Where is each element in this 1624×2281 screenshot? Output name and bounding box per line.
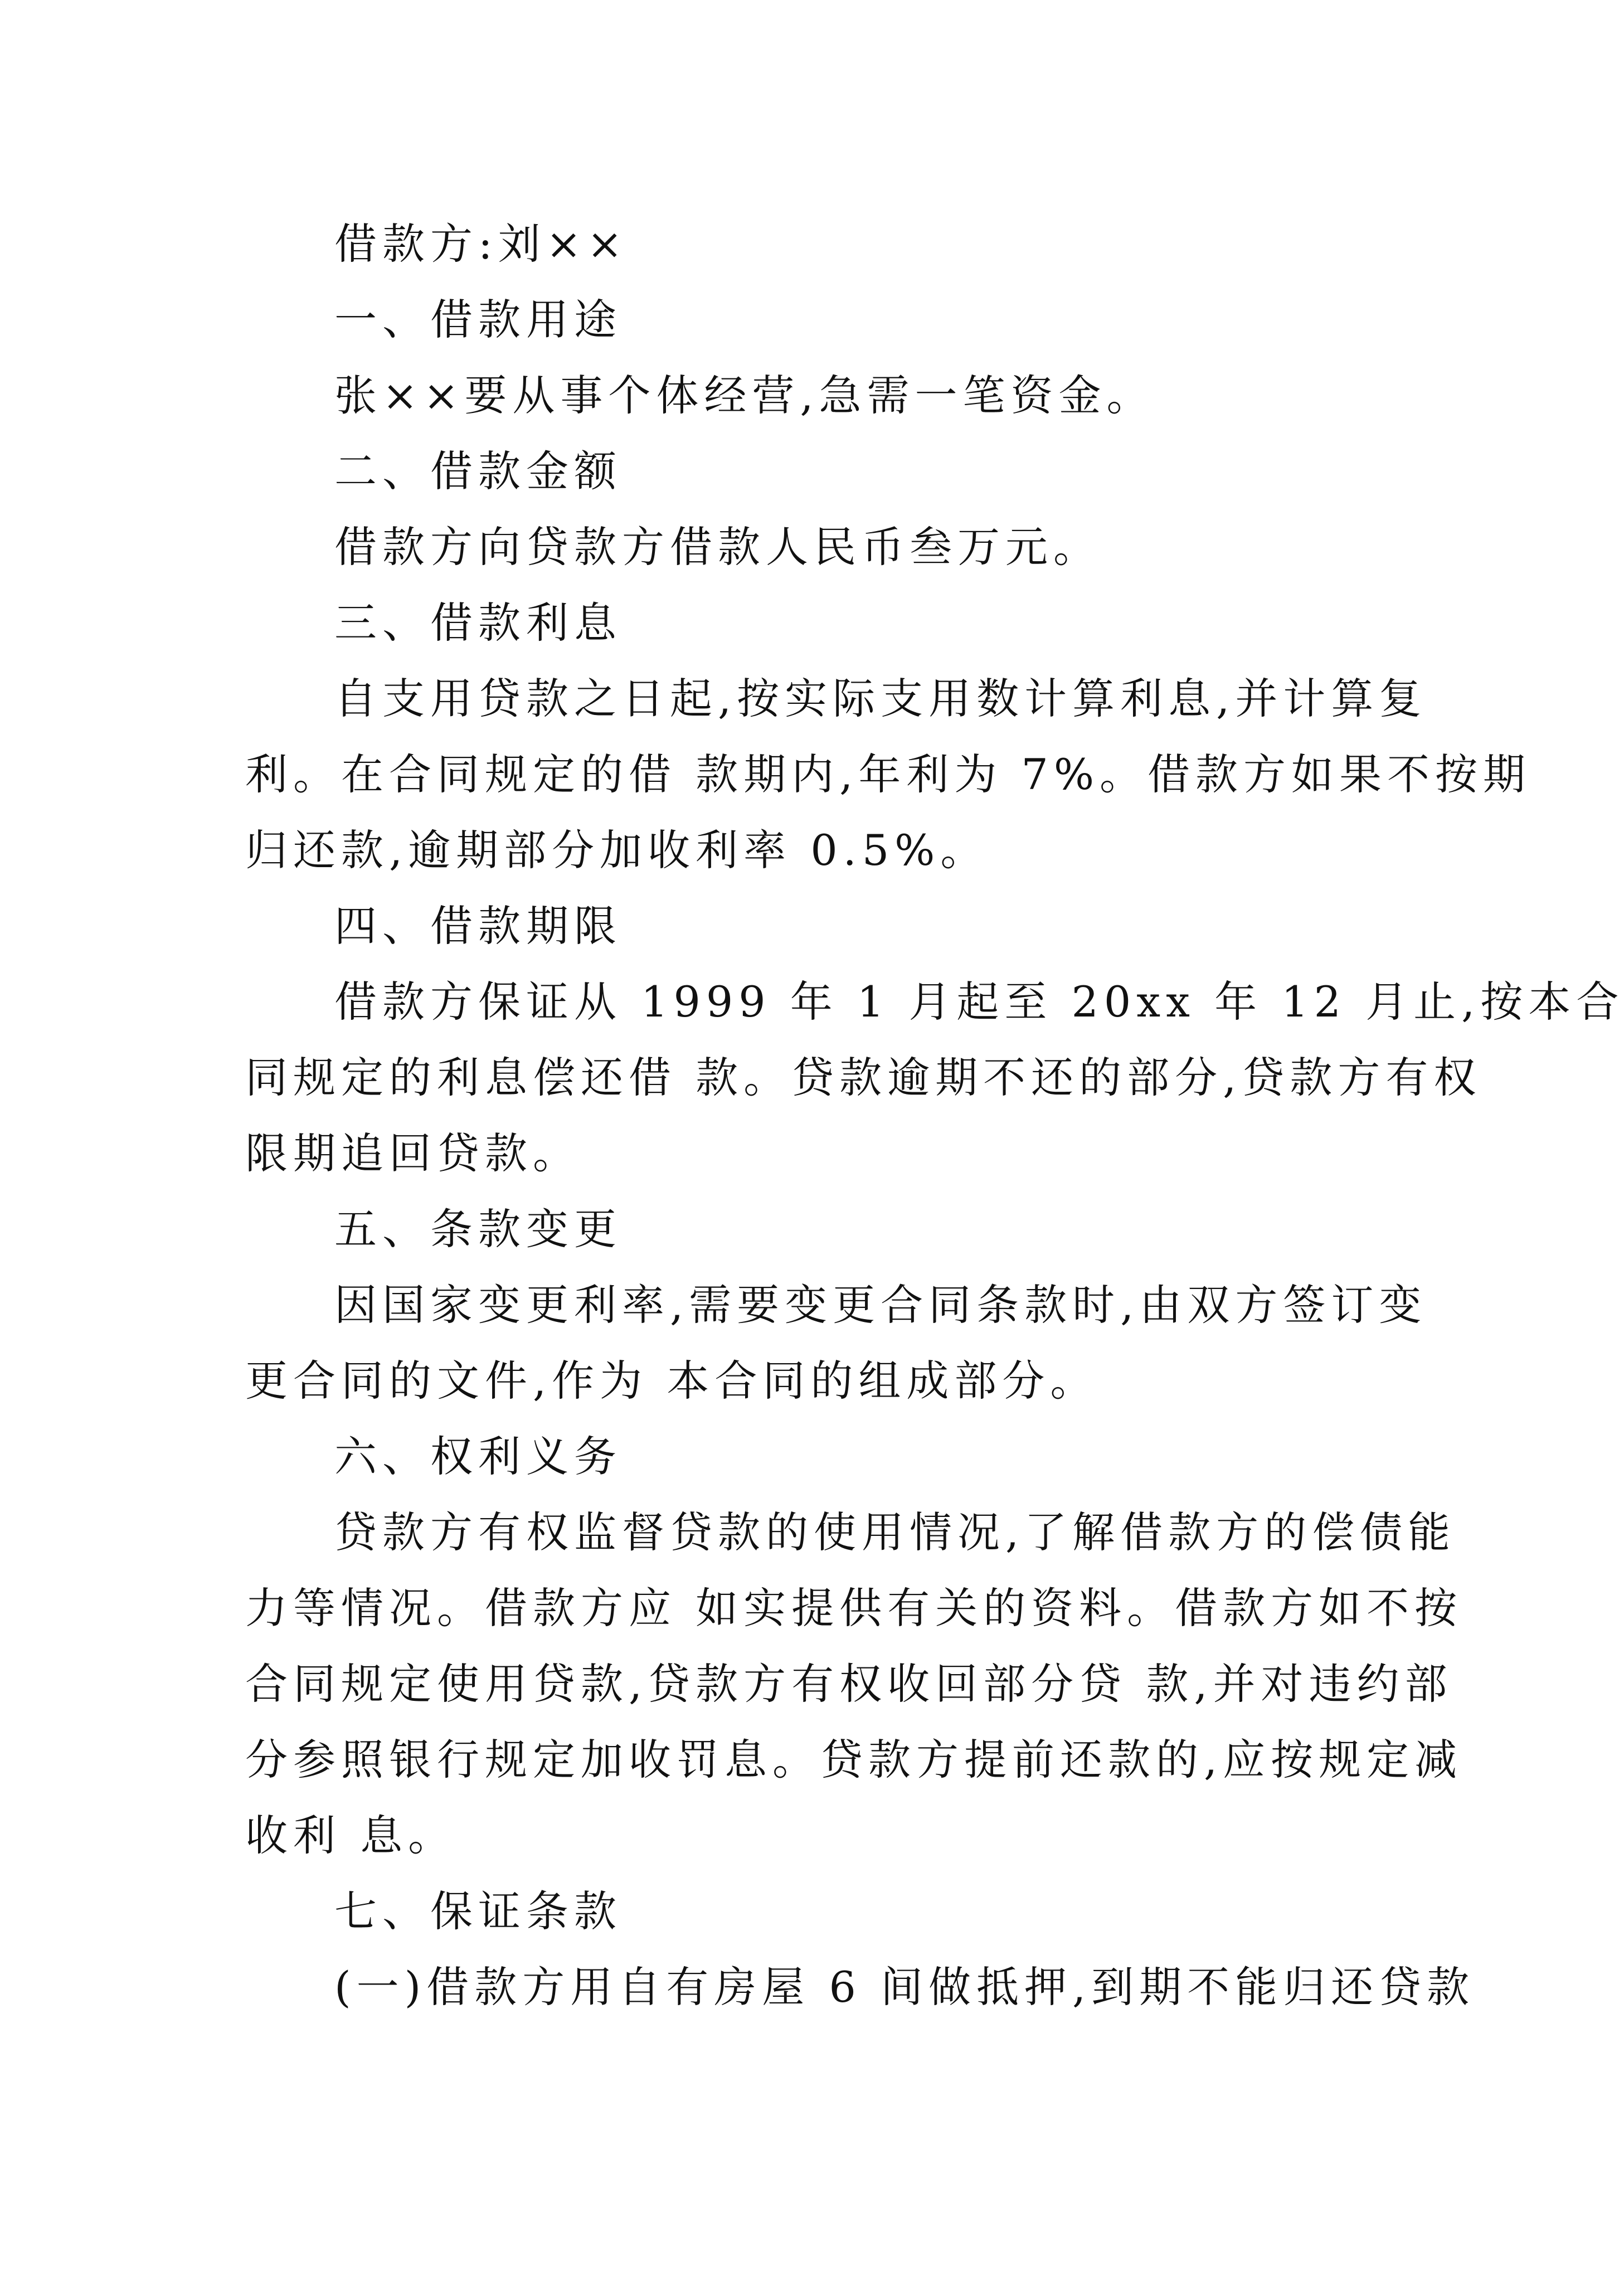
paragraph-loan-interest-line-1: 自支用贷款之日起,按实际支用数计算利息,并计算复 [334, 674, 1427, 723]
section-heading-clause-change: 五、条款变更 [334, 1204, 622, 1254]
paragraph-loan-purpose: 张××要从事个体经营,急需一笔资金。 [334, 371, 1155, 420]
paragraph-loan-term-line-2: 同规定的利息偿还借 款。贷款逾期不还的部分,贷款方有权 [245, 1053, 1482, 1102]
section-heading-rights-obligations: 六、权利义务 [334, 1432, 622, 1481]
paragraph-rights-line-2: 力等情况。借款方应 如实提供有关的资料。借款方如不按 [245, 1583, 1463, 1633]
paragraph-rights-line-4: 分参照银行规定加收罚息。贷款方提前还款的,应按规定减 [245, 1735, 1463, 1784]
paragraph-clause-change-line-1: 因国家变更利率,需要变更合同条款时,由双方签订变 [334, 1280, 1427, 1330]
paragraph-rights-line-3: 合同规定使用贷款,贷款方有权收回部分贷 款,并对违约部 [245, 1659, 1453, 1709]
paragraph-loan-term-line-1: 借款方保证从 1999 年 1 月起至 20xx 年 12 月止,按本合 [334, 977, 1624, 1027]
document-body [245, 206, 1624, 2025]
paragraph-loan-interest-line-3: 归还款,逾期部分加收利率 0.5%。 [245, 825, 989, 875]
section-heading-loan-purpose: 一、借款用途 [334, 295, 622, 344]
section-heading-loan-interest: 三、借款利息 [334, 598, 622, 648]
section-heading-loan-amount: 二、借款金额 [334, 446, 622, 496]
paragraph-loan-interest-line-2: 利。在合同规定的借 款期内,年利为 7%。借款方如果不按期 [245, 750, 1531, 799]
section-heading-loan-term: 四、借款期限 [334, 901, 622, 951]
paragraph-loan-amount: 借款方向贷款方借款人民币叁万元。 [334, 522, 1101, 572]
section-heading-guarantee: 七、保证条款 [334, 1886, 622, 1936]
paragraph-rights-line-1: 贷款方有权监督贷款的使用情况,了解借款方的偿债能 [334, 1507, 1456, 1557]
paragraph-clause-change-line-2: 更合同的文件,作为 本合同的组成部分。 [245, 1356, 1098, 1405]
paragraph-rights-line-5: 收利 息。 [245, 1811, 456, 1860]
paragraph-loan-term-line-3: 限期追回贷款。 [245, 1129, 581, 1178]
borrower-line: 借款方:刘×× [334, 219, 628, 269]
paragraph-guarantee-line-1: (一)借款方用自有房屋 6 间做抵押,到期不能归还贷款 [334, 1962, 1475, 2012]
